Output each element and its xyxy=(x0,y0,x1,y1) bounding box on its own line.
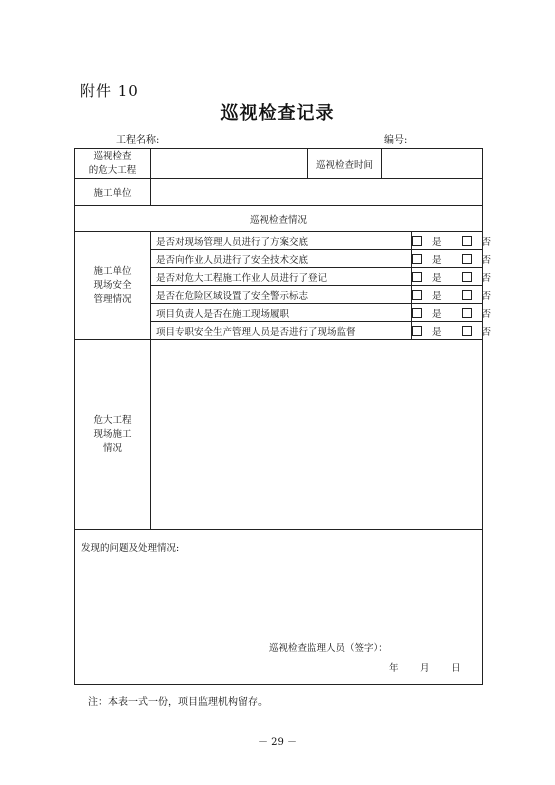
safety-item-6-options[interactable] xyxy=(412,322,492,340)
checkbox-no[interactable] xyxy=(462,272,472,282)
date-row xyxy=(389,660,461,674)
yes-label: 是 xyxy=(432,236,442,248)
safety-item-3: 是否对危大工程施工作业人员进行了登记 xyxy=(151,268,412,286)
footnote: 注：本表一式一份，项目监理机构留存。 xyxy=(88,697,268,708)
record-number-label: 编号: xyxy=(384,135,408,146)
contractor-field[interactable] xyxy=(151,179,483,206)
checkbox-yes[interactable] xyxy=(412,326,422,336)
checkbox-no[interactable] xyxy=(462,236,472,246)
safety-item-2: 是否向作业人员进行了安全技术交底 xyxy=(151,250,412,268)
safety-management-label-cell xyxy=(75,232,151,340)
yes-label: 是 xyxy=(432,272,442,284)
inspection-time-label: 巡视检查时间 xyxy=(308,149,382,179)
checkbox-yes[interactable] xyxy=(412,254,422,264)
no-label: 否 xyxy=(481,326,492,338)
safety-item-4: 是否在危险区域设置了安全警示标志 xyxy=(151,286,412,304)
safety-item-1: 是否对现场管理人员进行了方案交底 xyxy=(151,232,412,250)
safety-item-5-options[interactable] xyxy=(412,304,492,322)
hazard-project-label: 巡视检查 的危大工程 xyxy=(88,150,137,176)
no-label: 否 xyxy=(481,290,492,302)
day-label: 日 xyxy=(451,663,461,674)
annex-label: 附件 10 xyxy=(80,82,139,100)
form-title: 巡视检查记录 xyxy=(220,103,335,124)
month-label: 月 xyxy=(420,663,430,674)
checkbox-no[interactable] xyxy=(462,254,472,264)
site-construction-field[interactable] xyxy=(151,340,483,530)
yes-label: 是 xyxy=(432,254,442,266)
no-label: 否 xyxy=(481,272,492,284)
section-title: 巡视检查情况 xyxy=(75,206,483,232)
checkbox-no[interactable] xyxy=(462,308,472,318)
checkbox-yes[interactable] xyxy=(412,308,422,318)
project-label-cell xyxy=(75,149,151,179)
no-label: 否 xyxy=(481,308,492,320)
issues-label: 发现的问题及处理情况: xyxy=(81,543,180,554)
contractor-label: 施工单位 xyxy=(75,179,151,206)
checkbox-no[interactable] xyxy=(462,326,472,336)
checkbox-yes[interactable] xyxy=(412,290,422,300)
yes-label: 是 xyxy=(432,308,442,320)
checkbox-yes[interactable] xyxy=(412,272,422,282)
yes-label: 是 xyxy=(432,326,442,338)
site-construction-label-cell xyxy=(75,340,151,530)
year-label: 年 xyxy=(389,663,399,674)
safety-item-5: 项目负责人是否在施工现场履职 xyxy=(151,304,412,322)
yes-label: 是 xyxy=(432,290,442,302)
safety-management-label: 施工单位 现场安全 管理情况 xyxy=(93,265,132,305)
project-name-label: 工程名称: xyxy=(116,135,160,146)
signature-label: 巡视检查监理人员（签字）： xyxy=(269,643,388,654)
checkbox-no[interactable] xyxy=(462,290,472,300)
safety-item-1-options[interactable] xyxy=(412,232,492,250)
safety-item-2-options[interactable] xyxy=(412,250,492,268)
no-label: 否 xyxy=(481,236,492,248)
no-label: 否 xyxy=(481,254,492,266)
site-construction-label: 危大工程 现场施工 情况 xyxy=(93,414,132,454)
issues-cell[interactable] xyxy=(75,530,483,685)
checkbox-yes[interactable] xyxy=(412,236,422,246)
inspection-time-field[interactable] xyxy=(382,149,483,179)
page-number: － 29 － xyxy=(257,737,298,748)
safety-item-4-options[interactable] xyxy=(412,286,492,304)
safety-item-6: 项目专职安全生产管理人员是否进行了现场监督 xyxy=(151,322,412,340)
safety-item-3-options[interactable] xyxy=(412,268,492,286)
inspection-form-table xyxy=(74,148,492,685)
hazard-project-field[interactable] xyxy=(151,149,308,179)
